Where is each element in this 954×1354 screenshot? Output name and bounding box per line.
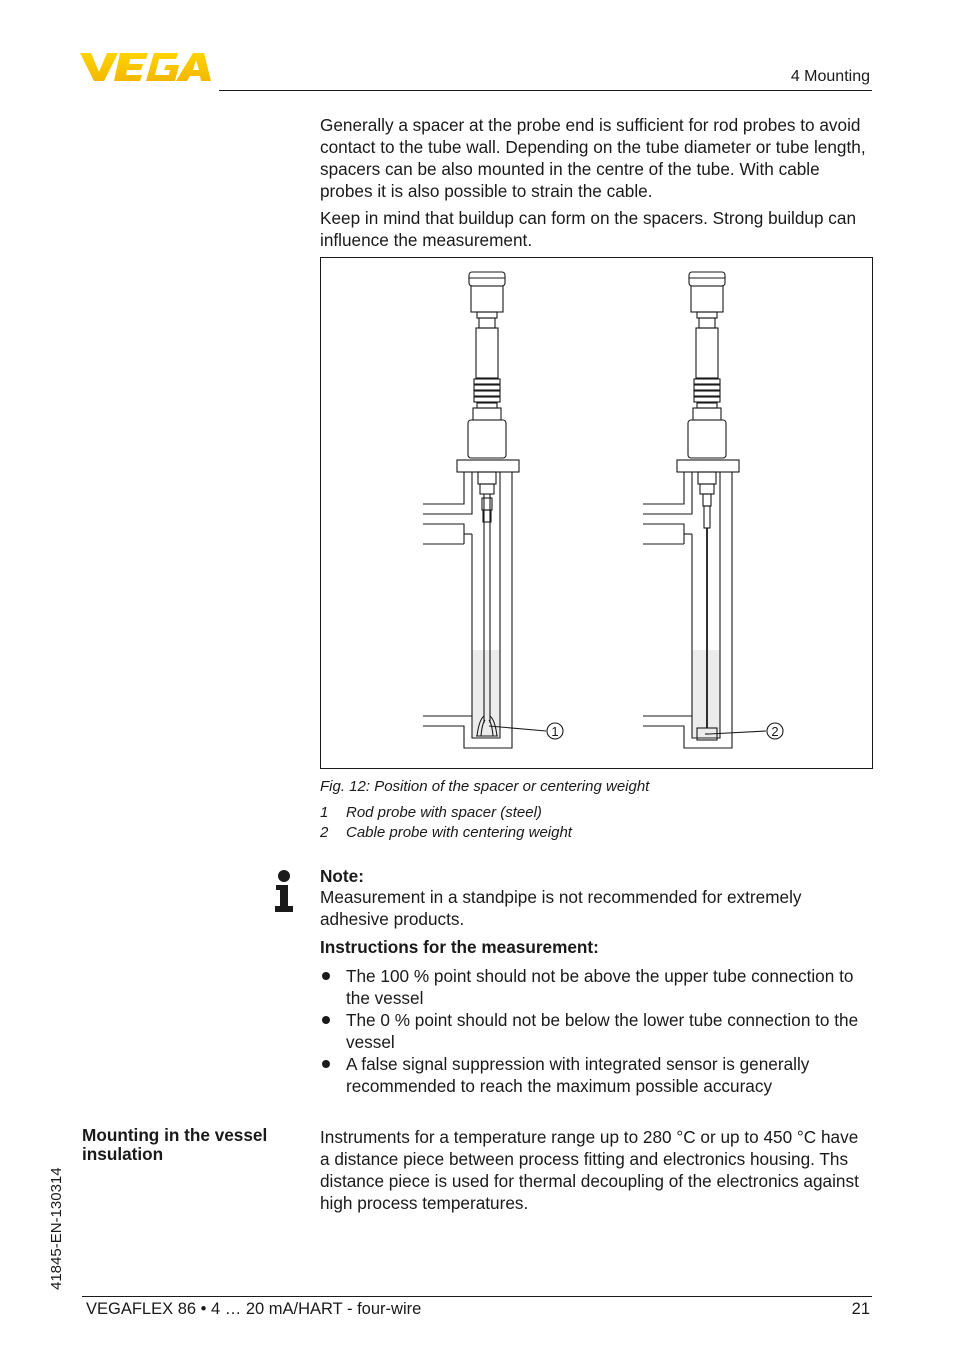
legend-text: Rod probe with spacer (steel): [346, 804, 542, 821]
header-section-title: 4 Mounting: [790, 68, 870, 85]
vega-logo: [80, 50, 212, 84]
note-title: Note:: [320, 866, 364, 886]
buildup-paragraph: Keep in mind that buildup can form on the spacers. Strong buildup can influence the measurement.: [320, 208, 857, 250]
instructions-list: [320, 965, 868, 1097]
figure-caption: Fig. 12: Position of the spacer or centering weight: [320, 778, 650, 795]
standpipe-diagram: [321, 258, 874, 770]
bullet-icon: [322, 972, 330, 980]
list-item-text: The 0 % point should not be below the lower tube connection to the vessel: [346, 1010, 859, 1052]
footer-title: VEGAFLEX 86 • 4 … 20 mA/HART - four-wire: [86, 1300, 422, 1318]
list-item: [320, 1053, 868, 1097]
legend-text: Cable probe with centering weight: [346, 824, 572, 841]
figure-legend: [320, 803, 572, 843]
callout-2: 2: [771, 724, 779, 739]
info-icon: [274, 870, 294, 912]
instructions-title: Instructions for the measurement:: [320, 937, 599, 957]
document-number: 41845-EN-130314: [48, 1167, 65, 1290]
insulation-heading: Mounting in the vessel insulation: [82, 1125, 268, 1164]
bullet-icon: [322, 1060, 330, 1068]
rod-probe-assembly: [423, 272, 563, 748]
cable-probe-assembly: [643, 272, 783, 748]
legend-item: [320, 823, 572, 843]
bullet-icon: [322, 1016, 330, 1024]
list-item-text: The 100 % point should not be above the upper tube connection to the vessel: [346, 966, 854, 1008]
legend-item: [320, 803, 572, 823]
page-number: 21: [851, 1300, 870, 1318]
list-item: [320, 1009, 868, 1053]
legend-number: 1: [320, 804, 329, 821]
note-text: Measurement in a standpipe is not recommended for extremely adhesive products.: [320, 887, 802, 929]
list-item-text: A false signal suppression with integrated sensor is generally recommended to reach the maximum possible accuracy: [346, 1054, 810, 1096]
header-rule: [219, 90, 872, 91]
callout-1: 1: [551, 724, 559, 739]
intro-paragraph: Generally a spacer at the probe end is sufficient for rod probes to avoid contact to the tube wall. Depending on the tube diameter or tube length, spacers can be also mounted in the centre of the tube. With cable probes it is also possible to strain the cable.: [320, 115, 866, 201]
legend-number: 2: [320, 824, 329, 841]
list-item: [320, 965, 868, 1009]
insulation-paragraph: Instruments for a temperature range up to 280 °C or up to 450 °C have a distance piece between process fitting and electronics housing. Ths distance piece is used for thermal decoupling of the electronics against high process temperatures.: [320, 1127, 859, 1213]
footer-rule: [82, 1296, 872, 1297]
figure-frame: [320, 257, 873, 769]
